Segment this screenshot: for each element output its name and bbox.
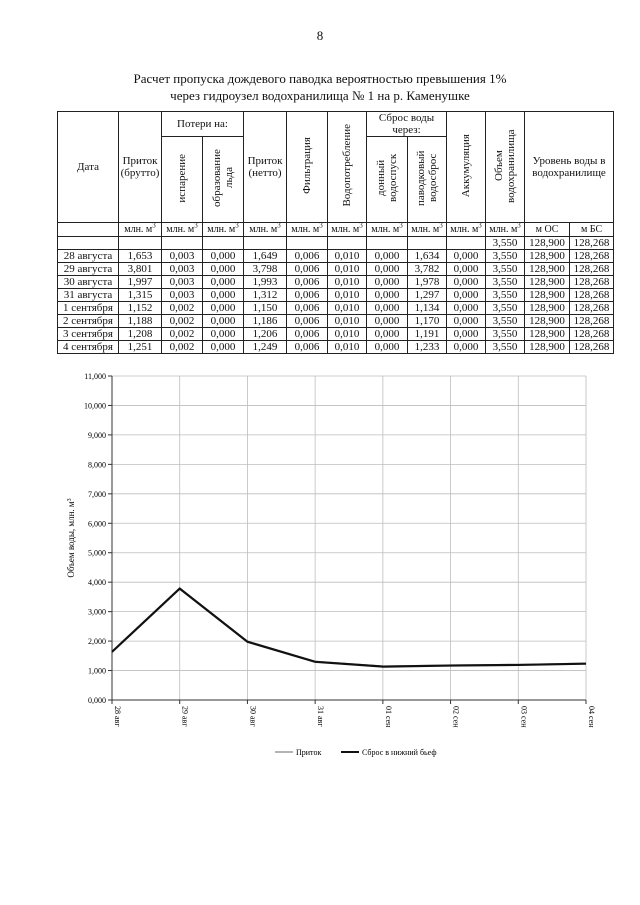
x-tick-label: 04 сен	[587, 706, 596, 728]
row-value: 128,268	[570, 341, 614, 354]
row-value: 0,000	[367, 302, 408, 315]
header-date: Дата	[58, 112, 119, 223]
row-value: 128,900	[525, 302, 570, 315]
x-tick-label: 29 авг	[180, 706, 190, 727]
unit-cell: млн. $м^3$	[328, 223, 367, 237]
row-value: 3,550	[486, 328, 525, 341]
row-value: 1,191	[408, 328, 447, 341]
row-value: 0,000	[367, 315, 408, 328]
row-value: 0,006	[287, 276, 328, 289]
row-value: 1,188	[119, 315, 162, 328]
row-value: 0,000	[203, 315, 244, 328]
row-date: 30 августа	[58, 276, 119, 289]
row-value: 0,000	[367, 289, 408, 302]
legend-label: Приток	[296, 748, 322, 757]
row-value: 0,000	[203, 250, 244, 263]
initial-volume: 3,550	[486, 237, 525, 250]
row-value: 1,997	[119, 276, 162, 289]
header-consumption: Водопотребление	[328, 112, 367, 223]
unit-cell: млн. $м^3$	[203, 223, 244, 237]
table-row	[58, 289, 614, 302]
row-value: 3,550	[486, 250, 525, 263]
table-row	[58, 341, 614, 354]
row-date: 3 сентября	[58, 328, 119, 341]
row-value: 3,550	[486, 289, 525, 302]
row-value: 0,003	[162, 276, 203, 289]
unit-cell: м БС	[570, 223, 614, 237]
row-value: 0,010	[328, 341, 367, 354]
row-value: 1,251	[119, 341, 162, 354]
row-value: 1,978	[408, 276, 447, 289]
unit-cell: млн. $м^3$	[408, 223, 447, 237]
row-value: 0,010	[328, 276, 367, 289]
units-row	[58, 223, 614, 237]
row-value: 3,550	[486, 276, 525, 289]
y-tick-label: 6,000	[88, 519, 106, 529]
row-value: 0,000	[447, 341, 486, 354]
title-line-1: Расчет пропуска дождевого паводка вероятностью превышения 1%	[133, 71, 507, 86]
row-value: 1,150	[244, 302, 287, 315]
row-value: 1,170	[408, 315, 447, 328]
y-tick-label: 3,000	[88, 607, 106, 617]
y-tick-label: 4,000	[88, 578, 106, 588]
row-value: 1,249	[244, 341, 287, 354]
title-line-2: через гидроузел водохранилища № 1 на р. Каменушке	[170, 88, 470, 103]
row-value: 128,268	[570, 289, 614, 302]
y-tick-label: 1,000	[88, 666, 106, 676]
row-value: 0,000	[367, 276, 408, 289]
table-row	[58, 328, 614, 341]
row-value: 3,798	[244, 263, 287, 276]
row-value: 1,208	[119, 328, 162, 341]
x-tick-label: 03 сен	[519, 706, 529, 728]
x-tick-label: 28 авг	[113, 706, 122, 727]
table-row	[58, 302, 614, 315]
row-value: 128,268	[570, 328, 614, 341]
row-value: 0,000	[203, 276, 244, 289]
volume-line-chart	[60, 368, 600, 763]
row-value: 0,002	[162, 302, 203, 315]
row-value: 1,315	[119, 289, 162, 302]
y-tick-label: 8,000	[88, 460, 106, 470]
row-value: 128,268	[570, 263, 614, 276]
row-value: 128,900	[525, 250, 570, 263]
row-value: 0,010	[328, 289, 367, 302]
row-value: 0,003	[162, 263, 203, 276]
series-line-1	[112, 589, 586, 667]
x-tick-label: 02 сен	[451, 706, 461, 728]
row-value: 1,233	[408, 341, 447, 354]
row-value: 128,900	[525, 289, 570, 302]
row-value: 0,000	[203, 328, 244, 341]
x-tick-label: 01 сен	[383, 706, 393, 728]
header-losses: Потери на:	[162, 112, 244, 137]
row-value: 128,900	[525, 276, 570, 289]
legend-label: Сброс в нижний бьеф	[362, 748, 437, 757]
row-value: 0,000	[203, 289, 244, 302]
header-volume: Объем водохранилища	[486, 112, 525, 223]
row-value: 0,000	[203, 302, 244, 315]
row-value: 3,550	[486, 302, 525, 315]
initial-row	[58, 237, 614, 250]
row-value: 0,006	[287, 263, 328, 276]
unit-cell: млн. $м^3$	[367, 223, 408, 237]
row-value: 1,649	[244, 250, 287, 263]
y-tick-label: 2,000	[88, 637, 106, 647]
row-value: 3,801	[119, 263, 162, 276]
row-value: 0,003	[162, 250, 203, 263]
row-value: 128,900	[525, 328, 570, 341]
row-value: 0,002	[162, 341, 203, 354]
row-value: 0,006	[287, 250, 328, 263]
y-axis-label: Объем воды, млн. $м^3$	[66, 498, 76, 578]
y-tick-label: 5,000	[88, 548, 106, 558]
row-value: 0,006	[287, 302, 328, 315]
row-value: 0,006	[287, 328, 328, 341]
row-date: 29 августа	[58, 263, 119, 276]
row-value: 0,000	[447, 328, 486, 341]
unit-cell: млн. $м^3$	[244, 223, 287, 237]
row-value: 0,010	[328, 250, 367, 263]
unit-cell: м ОС	[525, 223, 570, 237]
header-discharge: Сброс воды через:	[367, 112, 447, 137]
document-title	[60, 70, 580, 104]
table-row	[58, 263, 614, 276]
row-value: 3,550	[486, 315, 525, 328]
row-value: 128,900	[525, 263, 570, 276]
row-value: 0,010	[328, 315, 367, 328]
header-filtration: Фильтрация	[287, 112, 328, 223]
row-value: 3,550	[486, 263, 525, 276]
row-value: 0,010	[328, 263, 367, 276]
row-value: 128,268	[570, 302, 614, 315]
y-tick-label: 11,000	[84, 372, 106, 381]
row-value: 1,312	[244, 289, 287, 302]
row-value: 1,206	[244, 328, 287, 341]
row-date: 4 сентября	[58, 341, 119, 354]
table-row	[58, 315, 614, 328]
row-value: 0,000	[367, 263, 408, 276]
series-line-0	[112, 588, 586, 666]
row-value: 1,653	[119, 250, 162, 263]
row-value: 1,297	[408, 289, 447, 302]
row-value: 128,268	[570, 276, 614, 289]
row-date: 2 сентября	[58, 315, 119, 328]
row-value: 0,000	[203, 341, 244, 354]
row-value: 0,000	[447, 289, 486, 302]
row-value: 0,006	[287, 341, 328, 354]
row-value: 0,000	[447, 302, 486, 315]
x-tick-label: 31 авг	[316, 706, 326, 727]
row-value: 0,003	[162, 289, 203, 302]
header-inflow-net: Приток (нетто)	[244, 112, 287, 223]
header-inflow-gross: Приток (брутто)	[119, 112, 162, 223]
y-tick-label: 7,000	[88, 489, 106, 499]
initial-level-os: 128,900	[525, 237, 570, 250]
row-value: 0,002	[162, 315, 203, 328]
y-tick-label: 0,000	[88, 696, 106, 705]
row-value: 1,134	[408, 302, 447, 315]
row-value: 0,000	[367, 328, 408, 341]
page-number: 8	[316, 28, 324, 43]
unit-cell: млн. $м^3$	[287, 223, 328, 237]
row-value: 0,000	[447, 276, 486, 289]
row-value: 128,900	[525, 341, 570, 354]
row-value: 3,782	[408, 263, 447, 276]
row-value: 1,634	[408, 250, 447, 263]
unit-cell: млн. $м^3$	[486, 223, 525, 237]
row-value: 0,006	[287, 315, 328, 328]
row-value: 0,000	[447, 263, 486, 276]
row-date: 1 сентября	[58, 302, 119, 315]
row-value: 0,006	[287, 289, 328, 302]
flood-calculation-table	[57, 111, 614, 354]
table-row	[58, 250, 614, 263]
header-accumulation: Аккумуляция	[447, 112, 486, 223]
row-value: 0,010	[328, 302, 367, 315]
y-tick-label: 9,000	[88, 430, 106, 440]
row-value: 1,186	[244, 315, 287, 328]
x-tick-label: 30 авг	[248, 706, 258, 727]
unit-cell: млн. $м^3$	[162, 223, 203, 237]
row-value: 0,002	[162, 328, 203, 341]
header-spillway: паводковый водосброс	[408, 137, 447, 223]
row-value: 0,000	[367, 341, 408, 354]
header-ice: образование льда	[203, 137, 244, 223]
row-value: 0,000	[203, 263, 244, 276]
table-row	[58, 276, 614, 289]
row-value: 0,010	[328, 328, 367, 341]
header-level: Уровень воды в водохранилище	[525, 112, 614, 223]
row-value: 128,900	[525, 315, 570, 328]
row-value: 128,268	[570, 250, 614, 263]
units-blank	[58, 223, 119, 237]
row-value: 1,152	[119, 302, 162, 315]
y-tick-label: 10,000	[84, 401, 106, 411]
row-value: 3,550	[486, 341, 525, 354]
row-value: 0,000	[367, 250, 408, 263]
unit-cell: млн. $м^3$	[119, 223, 162, 237]
row-date: 28 августа	[58, 250, 119, 263]
unit-cell: млн. $м^3$	[447, 223, 486, 237]
header-bottom-outlet: донный водоспуск	[367, 137, 408, 223]
row-value: 128,268	[570, 315, 614, 328]
initial-level-bs: 128,268	[570, 237, 614, 250]
row-value: 1,993	[244, 276, 287, 289]
row-value: 0,000	[447, 250, 486, 263]
row-value: 0,000	[447, 315, 486, 328]
header-evaporation: испарение	[162, 137, 203, 223]
row-date: 31 августа	[58, 289, 119, 302]
